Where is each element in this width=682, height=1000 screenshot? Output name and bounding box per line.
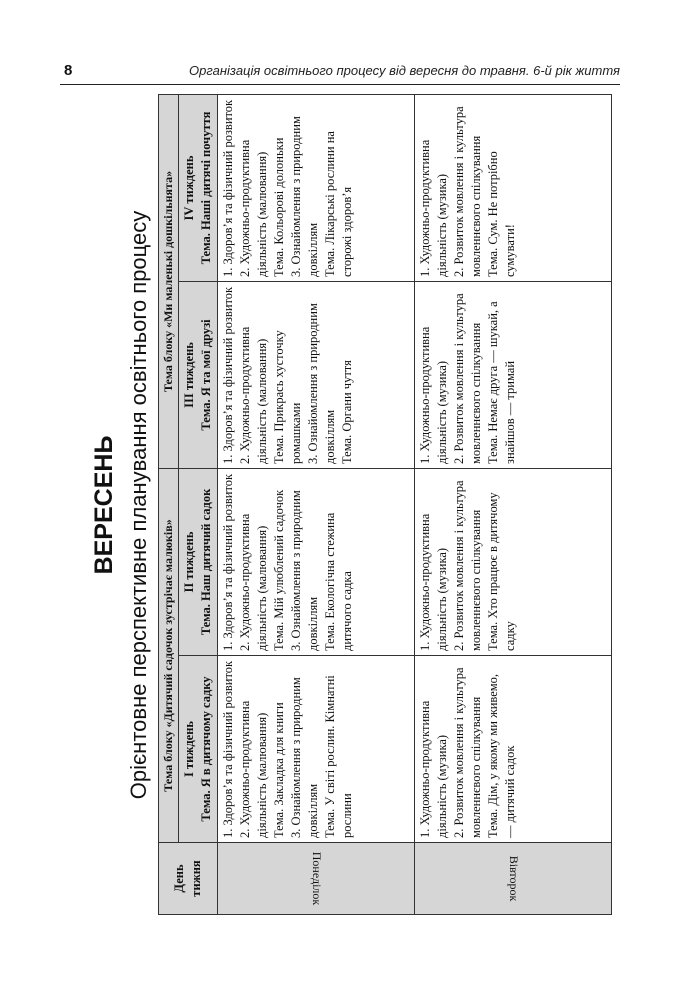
cell-line: 2. Художньо-продуктивна діяльність (малювання)	[238, 700, 269, 838]
running-title: Організація освітнього процесу від вересня до травня. 6-й рік життя	[189, 63, 620, 78]
page-number: 8	[64, 62, 73, 79]
table-row-tuesday	[415, 94, 612, 914]
table-row-monday	[218, 94, 415, 914]
cell-line: Тема. Екологічна стежина дитячого садка	[323, 512, 354, 651]
cell-line: Тема. Закладка для книги	[272, 702, 286, 838]
rotated-content	[88, 95, 608, 915]
cell-line: 2. Художньо-продуктивна діяльність (малювання)	[238, 139, 269, 277]
day-label: Понеділок	[309, 851, 324, 906]
cell-line: 2. Розвиток мовлення і культура мовленнєвого спілкування	[452, 480, 483, 651]
cell-line: 1. Художньо-продуктивна діяльність (музика)	[418, 139, 449, 277]
week-3-header	[179, 281, 218, 468]
cell-line: Тема. Мій улюблений садочок	[272, 489, 286, 651]
table-cell	[218, 281, 415, 468]
cell-line: Тема. Хто працює в дитячому садку	[486, 492, 517, 651]
week-theme: Тема. Я в дитячому садку	[199, 676, 213, 822]
week-theme: Тема. Наш дитячий садок	[199, 488, 213, 636]
cell-line: 1. Художньо-продуктивна діяльність (музика)	[418, 326, 449, 464]
cell-line: 1. Здоров’я та фізичний розвиток	[221, 473, 235, 651]
cell-line: 1. Здоров’я та фізичний розвиток	[221, 286, 235, 464]
cell-line: 1. Здоров’я та фізичний розвиток	[221, 99, 235, 277]
cell-line: Тема. Немає друга — шукай, а знайшов — тримай	[486, 301, 517, 464]
week-label: II тиждень	[182, 531, 196, 593]
week-4-header	[179, 94, 218, 281]
day-cell	[218, 843, 415, 915]
table-cell	[218, 468, 415, 655]
block-2-title: Тема блоку «Ми маленькі дошкільнята»	[159, 94, 179, 468]
day-column-header: День тижня	[159, 843, 218, 915]
cell-line: Тема. Кольорові долоньки	[272, 137, 286, 277]
cell-line: Тема. Прикрась хусточку ромашками	[272, 330, 303, 464]
table-cell	[415, 468, 612, 655]
cell-line: Тема. У світі рослин. Кімнатні рослини	[323, 675, 354, 838]
cell-line: 2. Розвиток мовлення і культура мовленнєвого спілкування	[452, 293, 483, 464]
week-1-header	[179, 656, 218, 843]
week-label: IV тиждень	[182, 155, 196, 221]
cell-line: Тема. Органи чуття	[340, 360, 354, 464]
day-cell	[415, 843, 612, 915]
week-label: III тиждень	[182, 342, 196, 408]
cell-line: 2. Розвиток мовлення і культура мовленнєвого спілкування	[452, 667, 483, 838]
cell-line: 1. Художньо-продуктивна діяльність (музика)	[418, 700, 449, 838]
planning-table	[158, 94, 612, 915]
cell-line: 3. Ознайомлення з природним довкіллям	[289, 490, 320, 651]
cell-line: Тема. Лікарські рослини на сторожі здоров’я	[323, 131, 354, 277]
month-title: ВЕРЕСЕНЬ	[90, 435, 118, 575]
cell-line: 3. Ознайомлення з природним довкіллям	[289, 116, 320, 277]
cell-line: Тема. Сум. Не потрібно сумувати!	[486, 151, 517, 277]
table-cell	[415, 94, 612, 281]
week-label: I тиждень	[182, 720, 196, 778]
table-cell	[415, 656, 612, 843]
week-2-header	[179, 468, 218, 655]
table-cell	[218, 94, 415, 281]
cell-line: 1. Здоров’я та фізичний розвиток	[221, 660, 235, 838]
table-cell	[415, 281, 612, 468]
cell-line: 2. Розвиток мовлення і культура мовленнєвого спілкування	[452, 106, 483, 277]
cell-line: 3. Ознайомлення з природним довкіллям	[306, 303, 337, 464]
page-subtitle: Орієнтовне перспективне планування освітнього процесу	[126, 210, 151, 800]
day-label: Вівторок	[506, 855, 521, 902]
cell-line: 2. Художньо-продуктивна діяльність (малювання)	[238, 326, 269, 464]
page-header	[60, 56, 620, 85]
week-theme: Тема. Наші дитячі почуття	[199, 111, 213, 265]
cell-line: 2. Художньо-продуктивна діяльність (малювання)	[238, 513, 269, 651]
week-theme: Тема. Я та мої друзі	[199, 319, 213, 431]
block-1-title: Тема блоку «Дитячий садочок зустрічає малюків»	[159, 468, 179, 842]
cell-line: 3. Ознайомлення з природним довкіллям	[289, 677, 320, 838]
cell-line: 1. Художньо-продуктивна діяльність (музика)	[418, 513, 449, 651]
table-cell	[218, 656, 415, 843]
cell-line: Тема. Дім, у якому ми живемо, — дитячий садок	[486, 673, 517, 838]
